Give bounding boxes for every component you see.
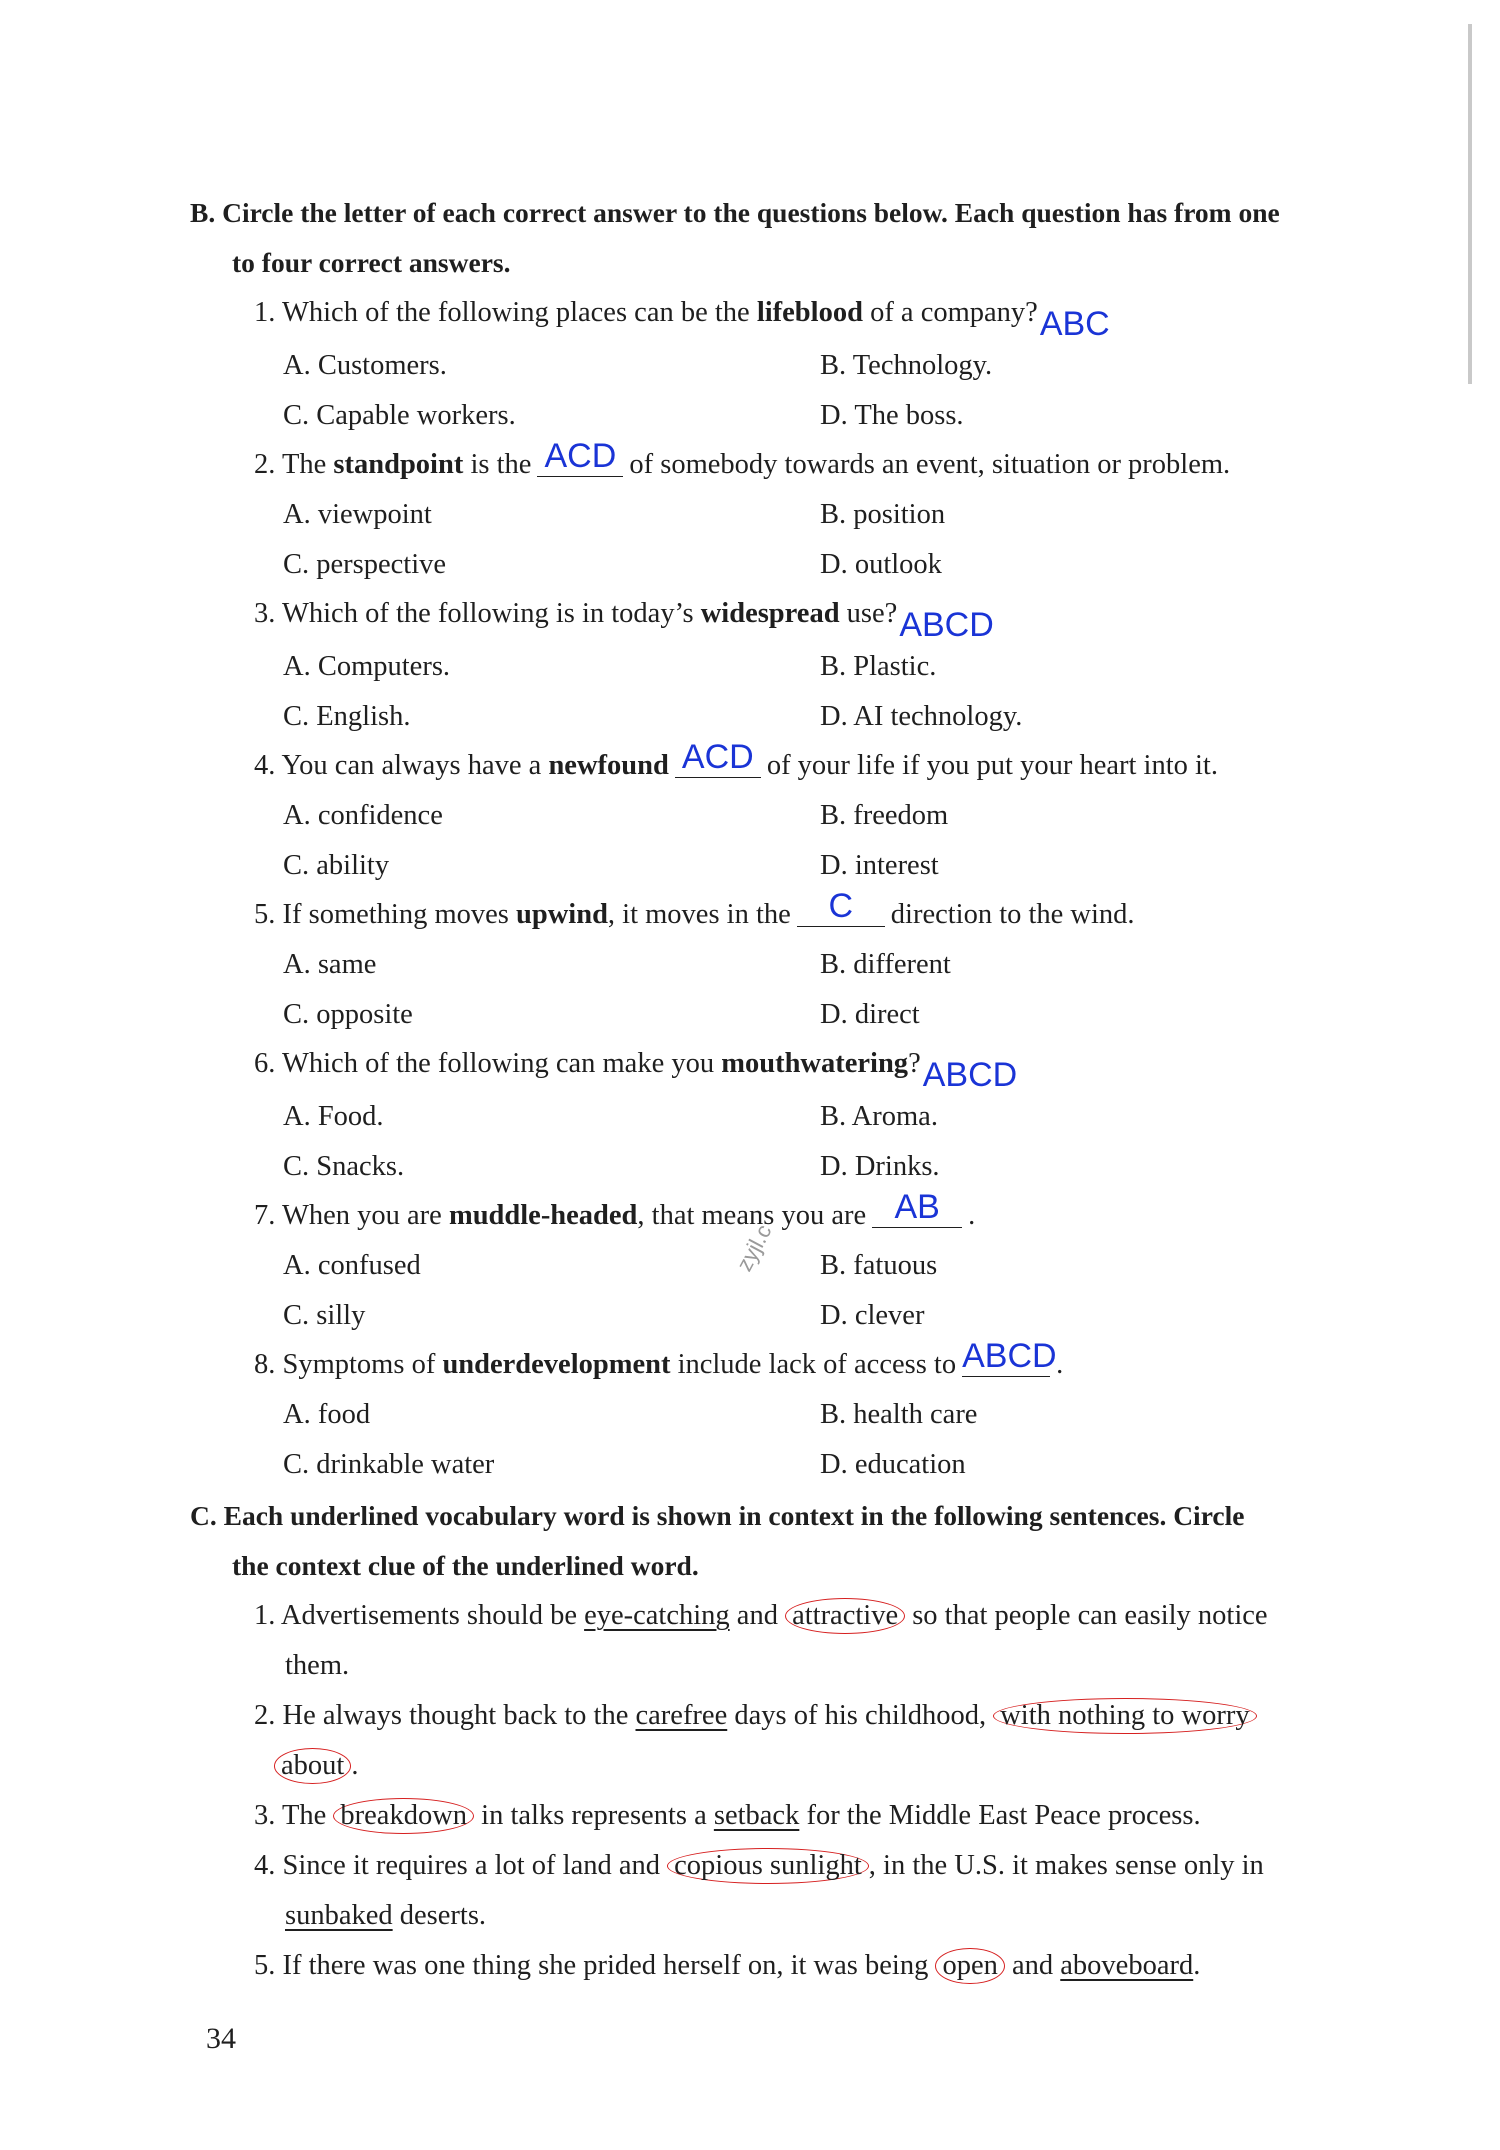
- question-3: 3. Which of the following is in today’s widespread use?ABCD: [254, 598, 994, 644]
- section-c-heading: [190, 1491, 1350, 1591]
- option: B. position: [820, 499, 946, 530]
- question-5: 5. If something moves upwind, it moves in the C direction to the wind.: [254, 887, 1135, 930]
- keyword: newfound: [548, 750, 669, 781]
- section-b-heading-line1: B. Circle the letter of each correct answer to the questions below. Each question has from one: [190, 197, 1280, 228]
- circled-context-clue-continued: about: [274, 1748, 351, 1784]
- section-c-heading-line1: C. Each underlined vocabulary word is shown in context in the following sentences. Circle: [190, 1500, 1245, 1531]
- question-7: 7. When you are muddle-headed, that means you are AB .: [254, 1188, 976, 1231]
- answer-blank: [872, 1188, 962, 1228]
- circled-context-clue: copious sunlight: [667, 1848, 869, 1884]
- keyword: muddle-headed: [448, 1200, 638, 1231]
- page-gutter-line: [1468, 24, 1472, 384]
- vocabulary-word: sunbaked: [285, 1900, 393, 1931]
- section-c-heading-line2: the context clue of the underlined word.: [232, 1550, 699, 1581]
- option: A. same: [283, 949, 377, 980]
- option: D. education: [820, 1448, 966, 1480]
- answer-blank: [675, 738, 761, 778]
- question-1: 1. Which of the following places can be the lifeblood of a company?ABC: [254, 297, 1110, 343]
- answer-blank: [537, 437, 623, 477]
- option: C. opposite: [283, 998, 413, 1030]
- option: B. health care: [820, 1399, 978, 1430]
- question-3-options: [190, 642, 1350, 741]
- option: D. The boss.: [820, 399, 964, 431]
- option: D. AI technology.: [820, 700, 1023, 732]
- circled-context-clue: with nothing to worry: [993, 1698, 1256, 1734]
- vocabulary-word: eye-catching: [584, 1600, 730, 1631]
- option: C. perspective: [283, 548, 447, 580]
- keyword: mouthwatering: [721, 1048, 909, 1079]
- context-sentence-5: 5. If there was one thing she prided herself on, it was being open and aboveboard.: [190, 1941, 1350, 1991]
- vocabulary-word: aboveboard: [1060, 1950, 1194, 1981]
- question-2: 2. The standpoint is the ACD of somebody towards an event, situation or problem.: [254, 437, 1231, 480]
- vocabulary-word: carefree: [635, 1700, 728, 1731]
- context-sentence-4: 4. Since it requires a lot of land and copious sunlight , in the U.S. it makes sense only in sunbaked deserts.: [254, 1850, 1264, 1931]
- handwritten-answer: ACD: [681, 738, 754, 776]
- answer-blank: [962, 1337, 1057, 1377]
- question-4: 4. You can always have a newfound ACD of your life if you put your heart into it.: [254, 738, 1218, 781]
- answer-blank: [797, 887, 885, 927]
- option: B. Plastic.: [820, 651, 937, 682]
- handwritten-answer: ABCD: [922, 1056, 1018, 1094]
- option: D. direct: [820, 998, 920, 1030]
- handwritten-answer: ABCD: [962, 1337, 1057, 1375]
- context-sentence-3: 3. The breakdown in talks represents a setback for the Middle East Peace process.: [190, 1791, 1350, 1841]
- question-8: 8. Symptoms of underdevelopment include lack of access to ABCD .: [254, 1337, 1064, 1380]
- option: B. Technology.: [820, 350, 993, 381]
- watermark: zyjl.c: [731, 1220, 777, 1276]
- question-2-options: [190, 490, 1350, 589]
- handwritten-answer: C: [828, 887, 854, 925]
- option: A. food: [283, 1399, 371, 1430]
- handwritten-answer: ABC: [1039, 305, 1110, 343]
- option: B. different: [820, 949, 951, 980]
- vocabulary-word: setback: [713, 1800, 800, 1831]
- keyword: standpoint: [333, 449, 464, 480]
- question-5-options: [190, 940, 1350, 1039]
- option: A. Customers.: [283, 350, 447, 381]
- question-1-options: [190, 341, 1350, 440]
- keyword: widespread: [700, 598, 840, 629]
- option: B. Aroma.: [820, 1101, 938, 1132]
- question-4-options: [190, 791, 1350, 890]
- context-sentence-1: 1. Advertisements should be eye-catching and attractive so that people can easily notice them.: [254, 1600, 1268, 1681]
- keyword: underdevelopment: [442, 1349, 671, 1380]
- option: C. ability: [283, 849, 390, 881]
- option: A. confused: [283, 1250, 421, 1281]
- question-6-options: [190, 1092, 1350, 1191]
- option: D. outlook: [820, 548, 942, 580]
- page-number: 34: [206, 2022, 236, 2055]
- option: C. silly: [283, 1299, 366, 1331]
- question-6: 6. Which of the following can make you mouthwatering?ABCD: [254, 1048, 1018, 1094]
- section-b-heading: [190, 188, 1350, 288]
- worksheet-page: [190, 188, 1350, 1991]
- option: D. clever: [820, 1299, 925, 1331]
- option: C. Capable workers.: [283, 399, 516, 431]
- option: A. confidence: [283, 800, 443, 831]
- option: D. interest: [820, 849, 939, 881]
- option: A. viewpoint: [283, 499, 432, 530]
- circled-context-clue: breakdown: [333, 1798, 474, 1834]
- option: B. fatuous: [820, 1250, 938, 1281]
- question-8-options: [190, 1390, 1350, 1489]
- context-sentence-2: 2. He always thought back to the carefree days of his childhood, with nothing to worry about .: [190, 1691, 1350, 1791]
- keyword: upwind: [516, 899, 608, 930]
- option: C. drinkable water: [283, 1448, 495, 1480]
- handwritten-answer: AB: [894, 1188, 940, 1226]
- option: D. Drinks.: [820, 1150, 940, 1182]
- question-7-options: [190, 1241, 1350, 1340]
- option: C. Snacks.: [283, 1150, 405, 1182]
- option: A. Computers.: [283, 651, 451, 682]
- option: A. Food.: [283, 1101, 384, 1132]
- keyword: lifeblood: [756, 297, 863, 328]
- circled-context-clue: attractive: [785, 1598, 905, 1634]
- section-b-heading-line2: to four correct answers.: [232, 247, 511, 278]
- option: C. English.: [283, 700, 411, 732]
- circled-context-clue: open: [935, 1948, 1004, 1984]
- option: B. freedom: [820, 800, 949, 831]
- handwritten-answer: ACD: [544, 437, 617, 475]
- handwritten-answer: ABCD: [899, 606, 994, 644]
